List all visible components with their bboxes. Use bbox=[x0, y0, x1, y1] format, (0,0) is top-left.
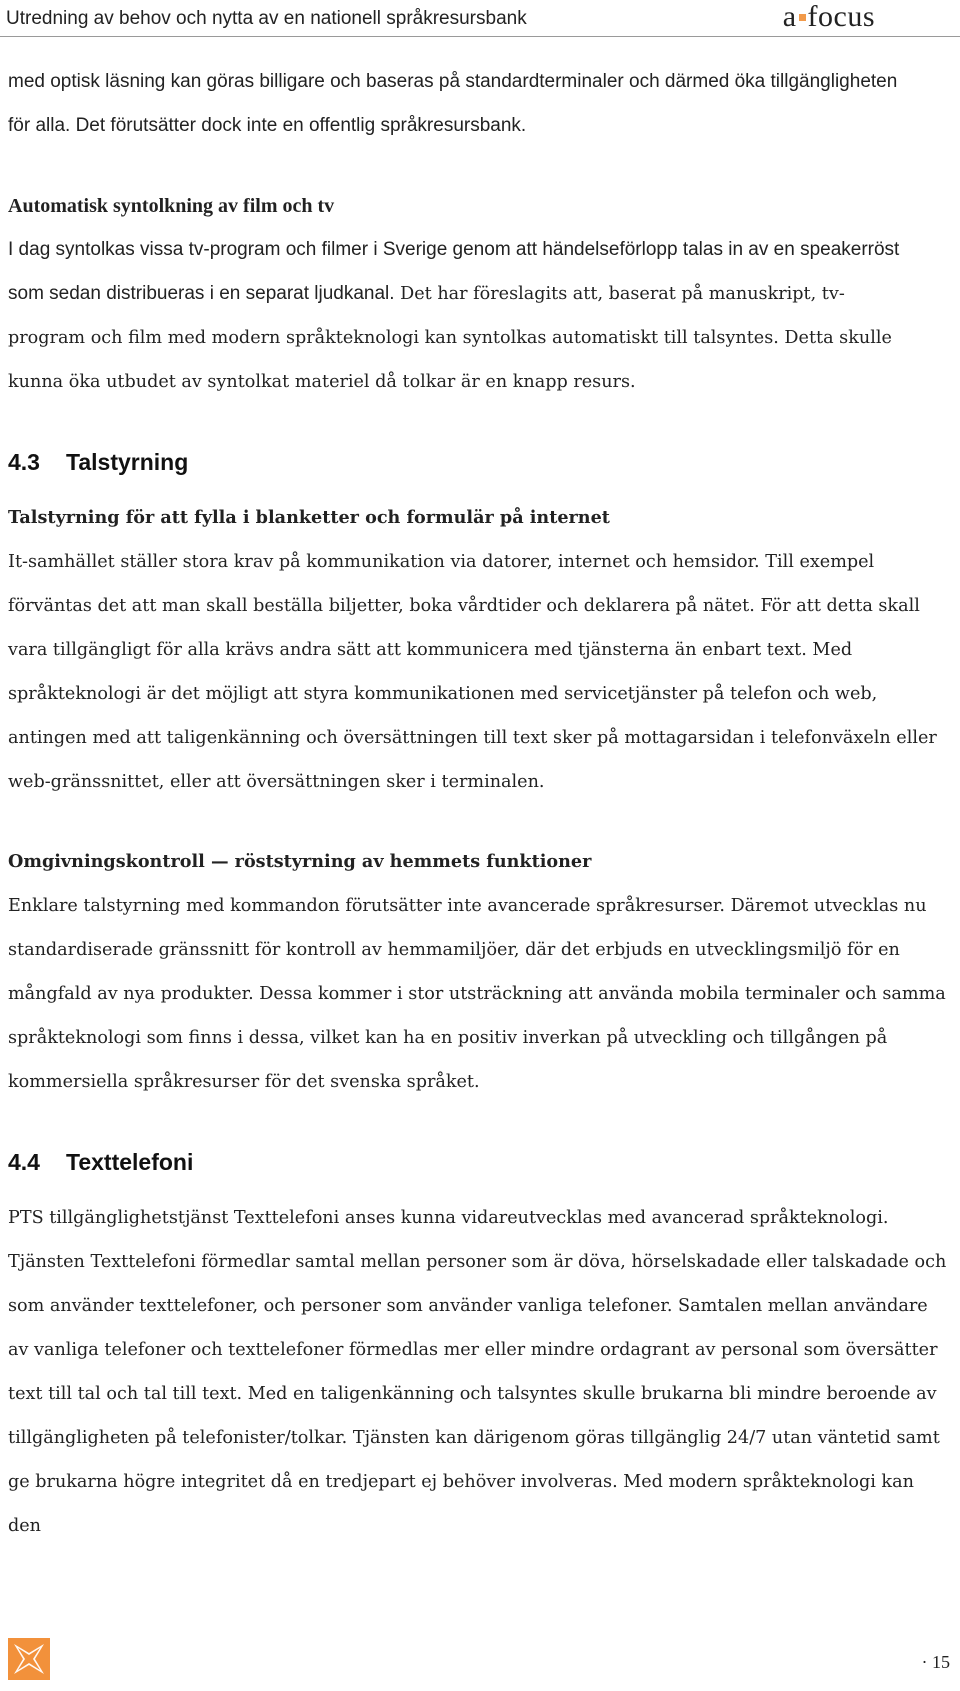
section-4-3-number: 4.3 bbox=[8, 449, 40, 475]
syntolkning-text-b: Det har föreslagits att, baserat på manuskript, tv-program och film med modern språkteknologi kan syntolkas automatiskt till talsyntes. Detta skulle kunna öka utbudet av syntolkat materiel då tolkar är en knapp resurs. bbox=[8, 284, 892, 392]
page-number: · 15 bbox=[921, 1652, 950, 1672]
page-header bbox=[0, 0, 960, 40]
section-4-3-heading bbox=[8, 440, 948, 484]
logo-dot-icon bbox=[799, 14, 806, 21]
document-title: Utredning av behov och nytta av en nationell språkresursbank bbox=[6, 8, 527, 29]
page-content bbox=[8, 60, 948, 1548]
section-4-4-number: 4.4 bbox=[8, 1149, 40, 1175]
section-4-4-heading bbox=[8, 1140, 948, 1184]
section-4-3-title: Talstyrning bbox=[66, 449, 189, 475]
afocus-star-icon bbox=[8, 1638, 50, 1680]
texttelefoni-paragraph: PTS tillgänglighetstjänst Texttelefoni anses kunna vidareutvecklas med avancerad språkteknologi. Tjänsten Texttelefoni förmedlar samtal mellan personer som är döva, hörselskadade eller talskadade och som använder texttelefoner, och personer som använder vanliga telefoner. Samtalen mellan användare av vanliga telefoner och texttelefoner förmedlas mer eller mindre ordagrant av personal som översätter text till tal och tal till text. Med en taligenkänning och talsyntes skulle brukarna bli mindre beroende av tillgängligheten på telefonister/tolkar. Tjänsten kan därigenom göras tillgänglig 24/7 utan väntetid samt ge brukarna högre integritet då en tredjepart ej behöver involveras. Med modern språkteknologi kan den bbox=[8, 1208, 947, 1536]
omgivning-paragraph: Enklare talstyrning med kommandon förutsätter inte avancerade språkresurser. Däremot utvecklas nu standardiserade gränssnitt för kontroll av hemmamiljöer, där det erbjuds en utvecklingsmiljö för en mångfald av nya produkter. Dessa kommer i stor utsträckning att använda mobila terminaler och samma språkteknologi som finns i dessa, vilket kan ha en positiv inverkan på utveckling och tillgången på kommersiella språkresurser för det svenska språket. bbox=[8, 896, 946, 1092]
syntolkning-paragraph bbox=[8, 228, 948, 404]
afocus-logo bbox=[783, 0, 875, 34]
logo-focus: focus bbox=[807, 0, 875, 33]
blanketter-heading: Talstyrning för att fylla i blanketter och formulär på internet bbox=[8, 507, 610, 528]
section-4-4-title: Texttelefoni bbox=[66, 1149, 194, 1175]
syntolkning-heading: Automatisk syntolkning av film och tv bbox=[8, 195, 335, 217]
omgivning-heading: Omgivningskontroll — röststyrning av hemmets funktioner bbox=[8, 851, 592, 872]
intro-paragraph: med optisk läsning kan göras billigare och baseras på standardterminaler och därmed öka tillgängligheten för alla. Det förutsätter dock inte en offentlig språkresursbank. bbox=[8, 71, 898, 136]
header-divider bbox=[0, 36, 960, 37]
blanketter-paragraph: It-samhället ställer stora krav på kommunikation via datorer, internet och hemsidor. Till exempel förväntas det att man skall beställa biljetter, boka vårdtider och deklarera på nätet. För att detta skall vara tillgängligt för alla krävs andra sätt att kommunicera med tjänsterna än enbart text. Med språkteknologi är det möjligt att styra kommunikationen med servicetjänster på telefon och web, antingen med att taligenkänning och översättningen till text sker på mottagarsidan i telefonväxeln eller web-gränssnittet, eller att översättningen sker i terminalen. bbox=[8, 552, 937, 792]
syntolkning-text-a: I dag syntolkas vissa tv-program och filmer i Sverige genom att händelseförlopp talas in av en speakerröst som sedan distribueras i en separat ljudkanal. bbox=[8, 239, 900, 304]
logo-a: a bbox=[782, 0, 797, 33]
